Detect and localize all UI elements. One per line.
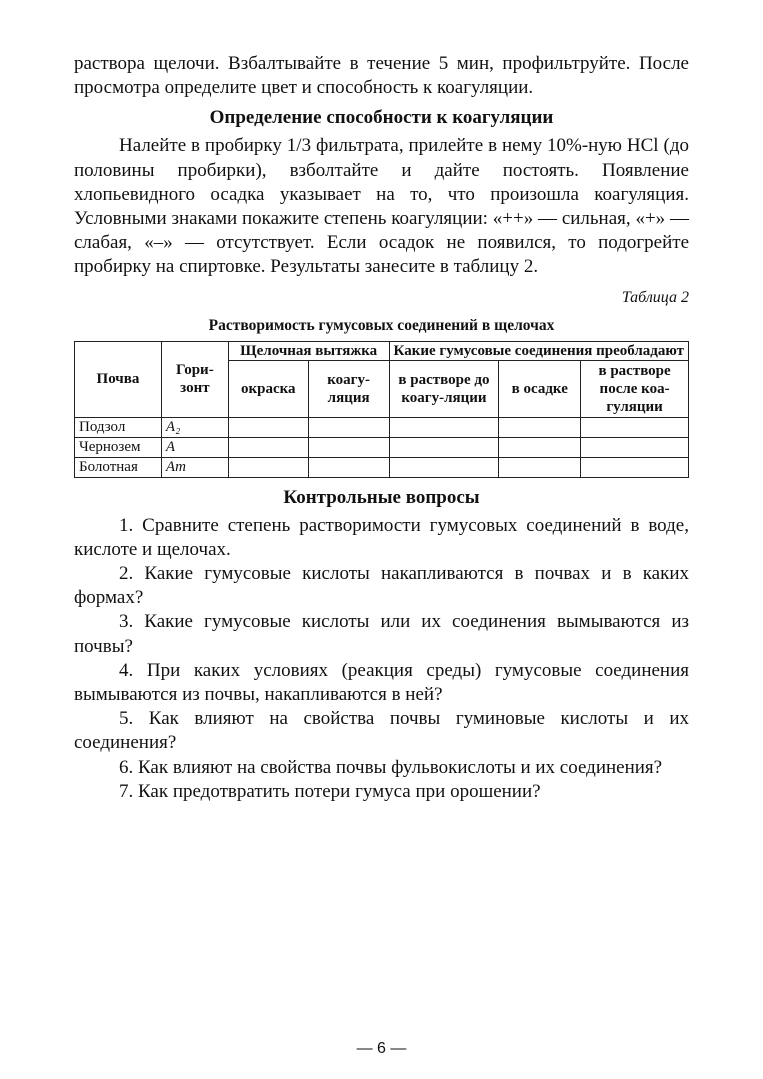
table-cell <box>308 457 389 477</box>
row-horizon: Aт <box>161 457 228 477</box>
section-heading-coagulation: Определение способности к коагуляции <box>209 107 554 129</box>
question-item: 7. Как предотвратить потери гумуса при орошении? <box>119 780 541 802</box>
table-caption: Растворимость гумусовых соединений в щелочах <box>208 316 555 334</box>
header-before-coagulation: в растворе до коагу-ляции <box>389 360 499 417</box>
table-row <box>75 417 689 437</box>
table-cell <box>581 437 689 457</box>
header-after-coagulation: в растворе после коа-гуляции <box>581 360 689 417</box>
question-item: 4. При каких условиях (реакция среды) гумусовые соединения вымываются из почвы, накапливаются в ней? <box>74 659 689 706</box>
row-horizon: A <box>161 437 228 457</box>
coagulation-paragraph: Налейте в пробирку 1/3 фильтрата, прилейте в нему 10%-ную HCl (до половины пробирки), взболтайте и дайте постоять. Появление хлопьевидного осадка указывает на то, что произошла коагуляция. Условными знаками покажите степень коагуляции: «++» — сильная, «+» — слабая, «–» — отсутствует. Если осадок не появился, то подогрейте пробирку на спиртовке. Результаты занесите в таблицу 2. <box>74 135 689 278</box>
row-soil: Чернозем <box>75 437 162 457</box>
header-horizon: Гори-зонт <box>161 341 228 417</box>
intro-paragraph: раствора щелочи. Взбалтывайте в течение 5 мин, профильтруйте. После просмотра определите цвет и способность к коагуляции. <box>74 53 689 99</box>
table-cell <box>228 417 308 437</box>
row-soil: Подзол <box>75 417 162 437</box>
header-coagulation: коагу-ляция <box>308 360 389 417</box>
header-color: окраска <box>228 360 308 417</box>
table-row <box>75 437 689 457</box>
table-cell <box>228 437 308 457</box>
table-cell <box>389 437 499 457</box>
table-cell <box>581 417 689 437</box>
page-number: — 6 — <box>356 1040 407 1057</box>
header-prevailing-compounds: Какие гумусовые соединения преобладают <box>389 341 688 360</box>
table-label: Таблица 2 <box>621 288 689 306</box>
table-cell <box>499 437 581 457</box>
table-cell <box>308 437 389 457</box>
question-item: 6. Как влияют на свойства почвы фульвокислоты и их соединения? <box>119 756 663 778</box>
table-cell <box>499 457 581 477</box>
header-soil: Почва <box>75 341 162 417</box>
question-item: 3. Какие гумусовые кислоты или их соединения вымываются из почвы? <box>74 611 689 657</box>
table-row <box>75 457 689 477</box>
question-item: 1. Сравните степень растворимости гумусовых соединений в воде, кислоте и щелочах. <box>74 514 689 560</box>
table-cell <box>499 417 581 437</box>
page-content <box>74 52 689 804</box>
table-cell <box>389 417 499 437</box>
row-horizon: A₂ <box>161 417 228 437</box>
header-alkaline-extract: Щелочная вытяжка <box>228 341 389 360</box>
header-in-sediment: в осадке <box>499 360 581 417</box>
question-item: 2. Какие гумусовые кислоты накапливаются в почвах и в каких формах? <box>74 563 689 609</box>
table-cell <box>228 457 308 477</box>
section-heading-questions: Контрольные вопросы <box>283 486 480 508</box>
table-cell <box>389 457 499 477</box>
solubility-table <box>74 341 689 478</box>
question-item: 5. Как влияют на свойства почвы гуминовые кислоты и их соединения? <box>74 708 689 754</box>
table-cell <box>308 417 389 437</box>
table-cell <box>581 457 689 477</box>
row-soil: Болотная <box>75 457 162 477</box>
